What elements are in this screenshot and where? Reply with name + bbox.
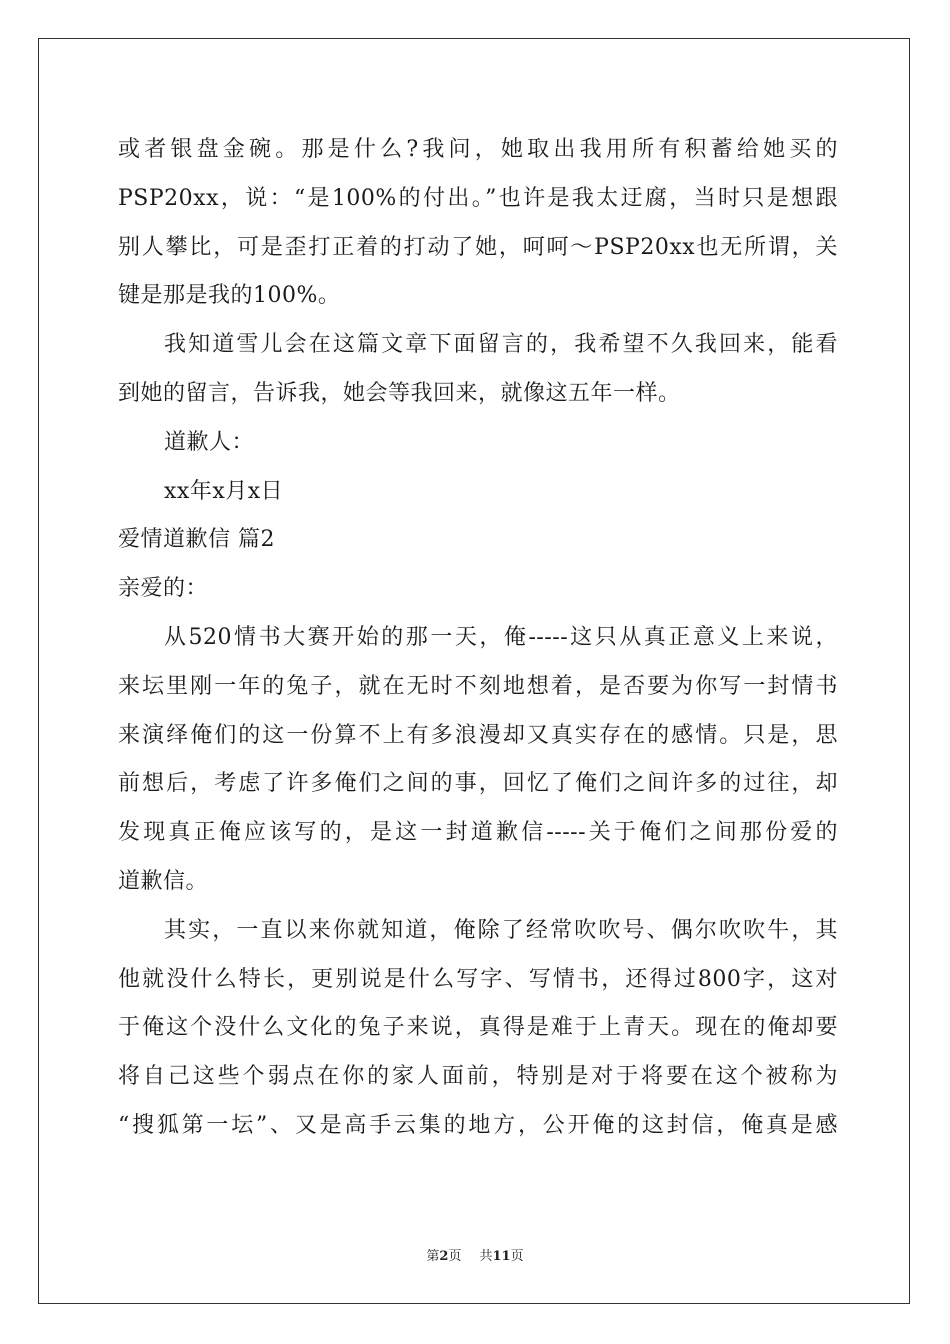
- paragraph-line: 到她的留言，告诉我，她会等我回来，就像这五年一样。: [118, 380, 681, 406]
- paragraph-line: 道歉信。: [118, 868, 209, 894]
- paragraph-line: 发现真正俺应该写的，是这一封道歉信-----关于俺们之间那份爱的: [118, 820, 838, 846]
- page-prefix: 第: [426, 1249, 440, 1264]
- salutation: 亲爱的：: [118, 576, 209, 602]
- paragraph-line: 将自己这些个弱点在你的家人面前，特别是对于将要在这个被称为: [118, 1064, 838, 1090]
- paragraph-line: 他就没什么特长，更别说是什么写字、写情书，还得过800字，这对: [118, 966, 838, 992]
- paragraph-line: PSP20xx，说：“是100%的付出。”也许是我太迂腐，当时只是想跟: [118, 185, 838, 211]
- page-footer: [0, 1245, 950, 1264]
- paragraph-line: 我知道雪儿会在这篇文章下面留言的，我希望不久我回来，能看: [164, 332, 838, 358]
- page-current: 2: [439, 1249, 449, 1264]
- total-prefix: 共: [479, 1249, 493, 1264]
- document-body: [118, 126, 838, 1151]
- signature-label: 道歉人：: [164, 429, 255, 455]
- paragraph-line: 前想后，考虑了许多俺们之间的事，回忆了俺们之间许多的过往，却: [118, 771, 838, 797]
- paragraph-line: 其实，一直以来你就知道，俺除了经常吹吹号、偶尔吹吹牛，其: [164, 917, 838, 943]
- paragraph-line: 来坛里刚一年的兔子，就在无时不刻地想着，是否要为你写一封情书: [118, 673, 838, 699]
- total-pages: 11: [492, 1249, 511, 1264]
- total-suffix: 页: [510, 1249, 524, 1264]
- section-heading: 爱情道歉信 篇2: [118, 527, 275, 553]
- paragraph-line: 从520情书大赛开始的那一天，俺-----这只从真正意义上来说，: [164, 624, 838, 650]
- paragraph-line: 或者银盘金碗。那是什么?我问，她取出我用所有积蓄给她买的: [118, 137, 838, 162]
- paragraph-line: 来演绎俺们的这一份算不上有多浪漫却又真实存在的感情。只是，思: [118, 722, 838, 748]
- paragraph-line: 于俺这个没什么文化的兔子来说，真得是难于上青天。现在的俺却要: [118, 1015, 838, 1041]
- paragraph-line: “搜狐第一坛”、又是高手云集的地方，公开俺的这封信，俺真是感: [118, 1112, 838, 1138]
- paragraph-line: 键是那是我的100%。: [118, 283, 341, 309]
- paragraph-line: 别人攀比，可是歪打正着的打动了她，呵呵～PSP20xx也无所谓，关: [118, 234, 838, 260]
- page-suffix: 页: [448, 1249, 462, 1264]
- signature-date: xx年x月x日: [164, 478, 284, 504]
